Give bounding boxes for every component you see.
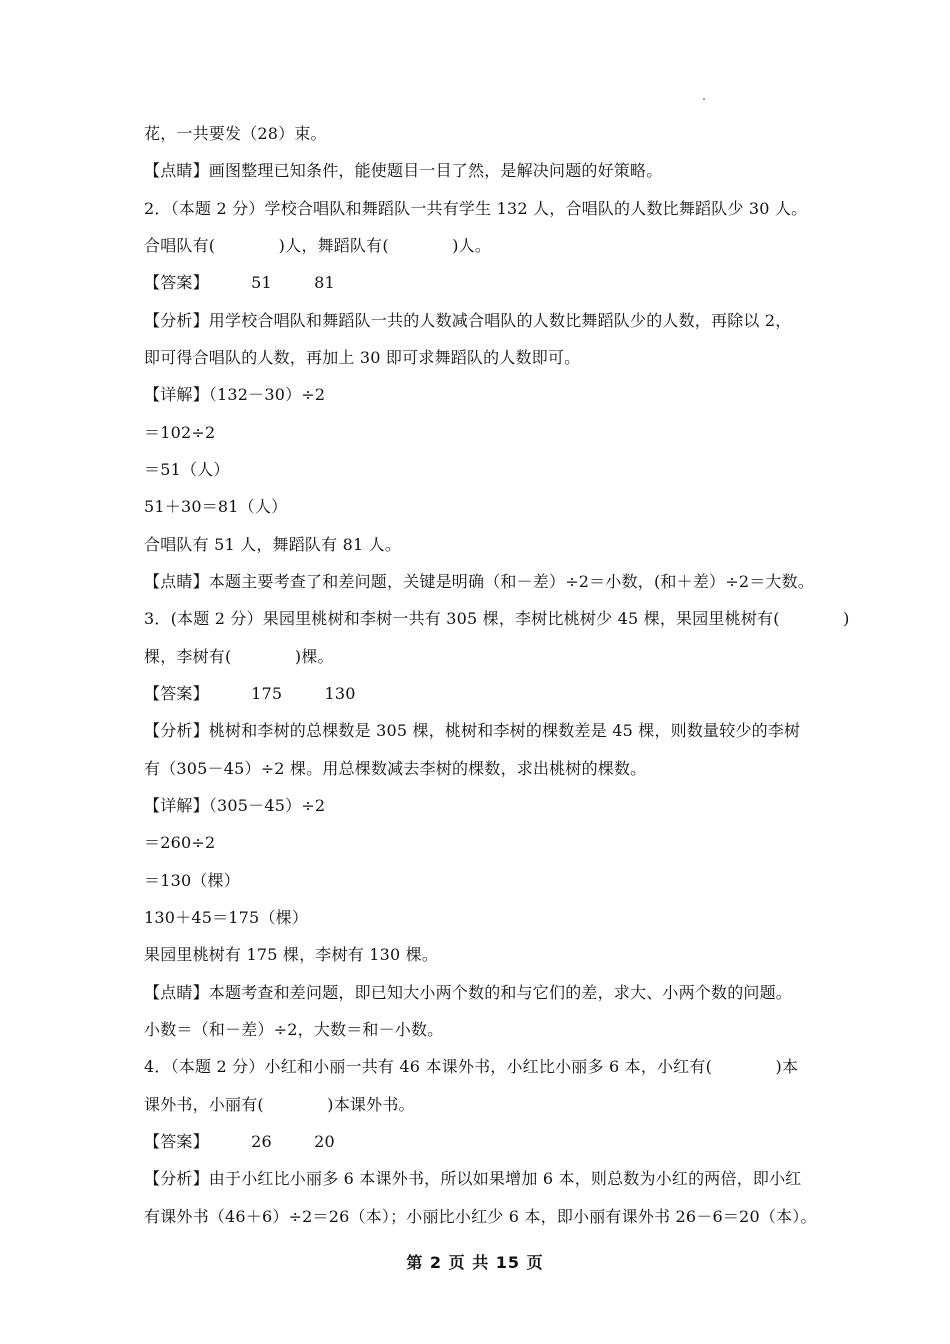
text-line: 130＋45＝175（棵） [144, 908, 309, 927]
text-line: 【点睛】画图整理已知条件，能使题目一目了然，是解决问题的好策略。 [144, 161, 663, 180]
text-line: 棵，李树有( )棵。 [144, 647, 334, 666]
question-4: 4．（本题 2 分）小红和小丽一共有 46 本课外书，小红比小丽多 6 本，小红有( )本 [144, 1057, 799, 1076]
text-line: 有（305－45）÷2 棵。用总棵数减去李树的棵数，求出桃树的棵数。 [144, 759, 647, 778]
text-line: 小数＝（和－差）÷2，大数＝和－小数。 [144, 1020, 444, 1039]
analysis-line: 【分析】桃树和李树的总棵数是 305 棵，桃树和李树的棵数差是 45 棵，则数量较少的李树 [144, 721, 801, 740]
answer-line: 【答案】 175 130 [144, 684, 356, 703]
scan-mark [703, 98, 705, 100]
text-line: 合唱队有 51 人，舞蹈队有 81 人。 [144, 535, 402, 554]
detail-line: 【详解】（305－45）÷2 [144, 796, 326, 815]
question-3: 3．(本题 2 分）果园里桃树和李树一共有 305 棵，李树比桃树少 45 棵，果园里桃树有( ) [144, 609, 850, 628]
text-line: ＝260÷2 [144, 833, 216, 852]
text-line: 课外书，小丽有( )本课外书。 [144, 1095, 415, 1114]
text-line: 果园里桃树有 175 棵，李树有 130 棵。 [144, 945, 439, 964]
answer-line: 【答案】 51 81 [144, 273, 335, 292]
tip-line: 【点睛】本题考查和差问题，即已知大小两个数的和与它们的差，求大、小两个数的问题。 [144, 983, 793, 1002]
analysis-line: 【分析】用学校合唱队和舞蹈队一共的人数减合唱队的人数比舞蹈队少的人数，再除以 2， [144, 311, 792, 330]
text-line: ＝51（人） [144, 460, 230, 479]
text-line: 有课外书（46＋6）÷2＝26（本）；小丽比小红少 6 本，即小丽有课外书 26－6＝20（本）。 [144, 1207, 817, 1226]
tip-line: 【点睛】本题主要考查了和差问题，关键是明确（和－差）÷2＝小数，(和＋差）÷2＝大数。 [144, 572, 815, 591]
answer-line: 【答案】 26 20 [144, 1132, 335, 1151]
page-footer: 第 2 页 共 15 页 [406, 1253, 544, 1272]
text-line: ＝102÷2 [144, 423, 216, 442]
text-line: 即可得合唱队的人数，再加上 30 即可求舞蹈队的人数即可。 [144, 348, 581, 367]
text-line: 51＋30＝81（人） [144, 497, 288, 516]
analysis-line: 【分析】由于小红比小丽多 6 本课外书，所以如果增加 6 本，则总数为小红的两倍，即小红 [144, 1169, 802, 1188]
text-line: 花，一共要发（28）束。 [144, 124, 327, 143]
question-2: 2．（本题 2 分）学校合唱队和舞蹈队一共有学生 132 人，合唱队的人数比舞蹈队少 30 人。 [144, 199, 808, 218]
text-line: ＝130（棵） [144, 871, 240, 890]
text-line: 合唱队有( )人，舞蹈队有( )人。 [144, 236, 492, 255]
detail-line: 【详解】（132－30）÷2 [144, 385, 326, 404]
